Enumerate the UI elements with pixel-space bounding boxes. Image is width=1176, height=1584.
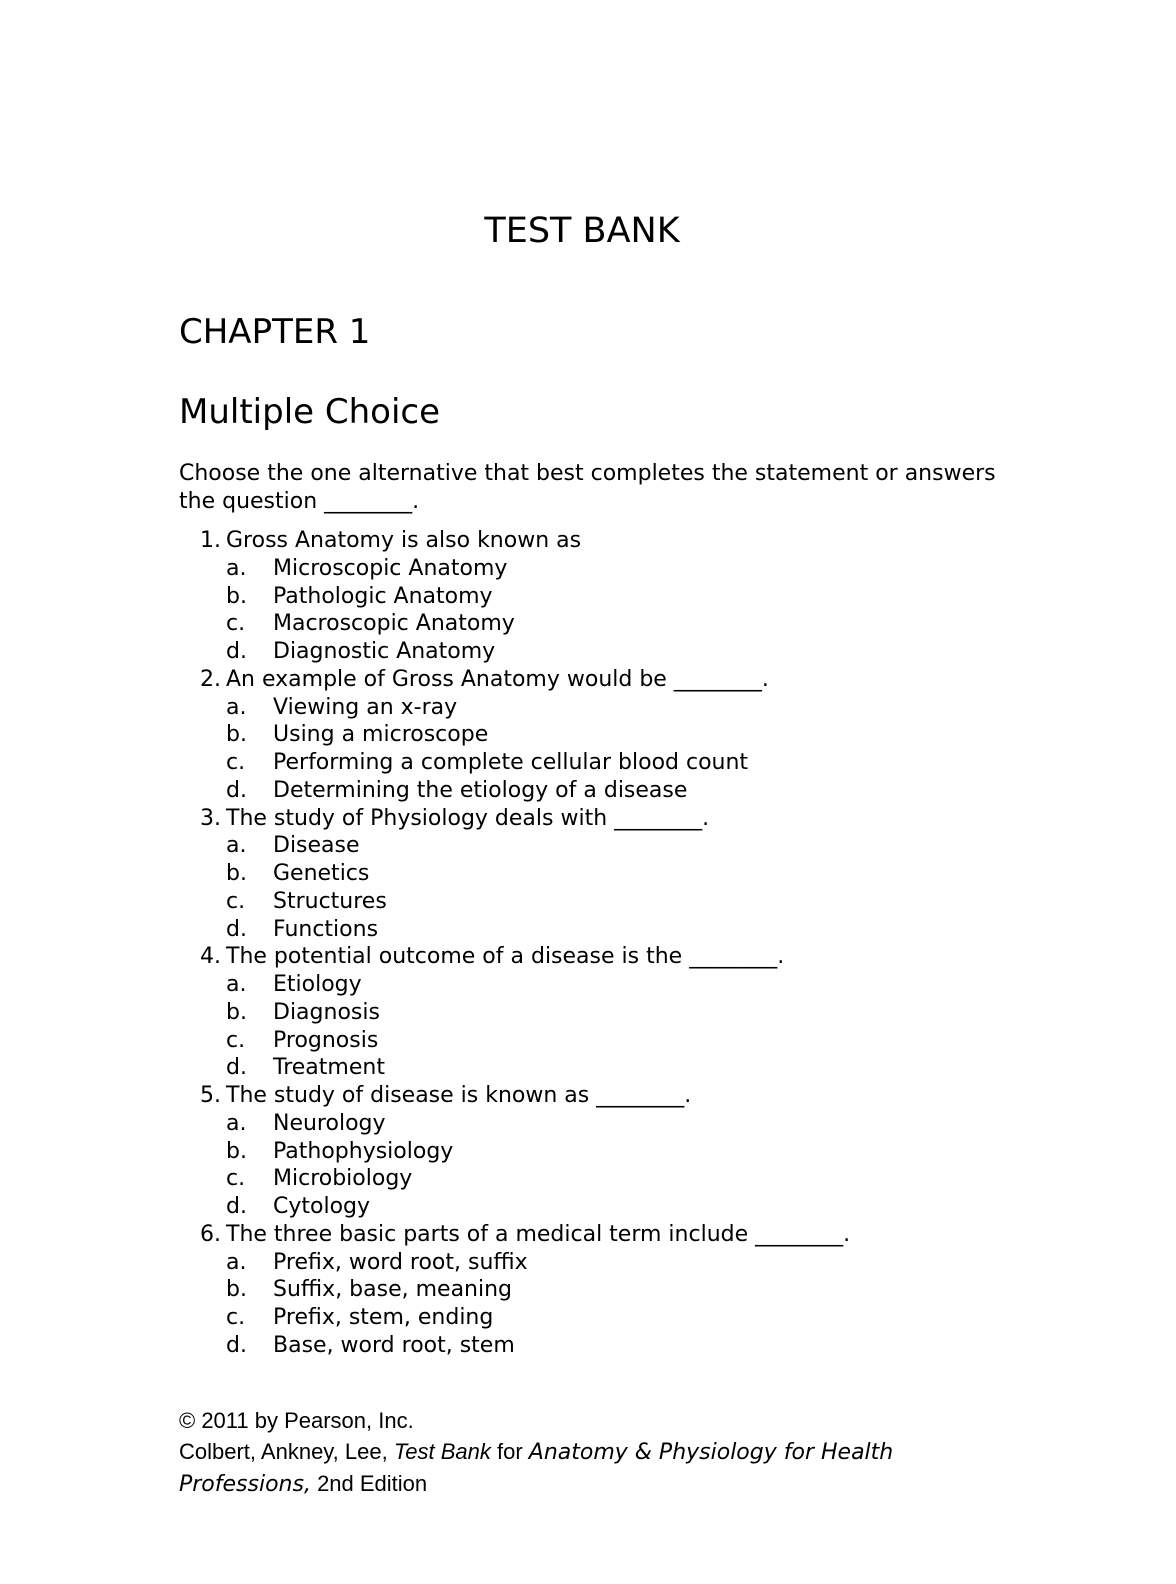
option-text: Neurology [273, 1110, 386, 1136]
answer-option [179, 749, 999, 777]
answer-option [179, 999, 999, 1027]
option-text: Determining the etiology of a disease [273, 777, 688, 803]
option-letter: b. [226, 1277, 247, 1303]
option-list [179, 971, 999, 1082]
citation-book-title-cont: Professions, [179, 1472, 311, 1497]
question-text: Gross Anatomy is also known as [226, 528, 582, 553]
option-letter: d. [226, 1055, 247, 1081]
option-text: Diagnosis [273, 999, 380, 1025]
option-letter: a. [226, 833, 247, 859]
question-line [179, 527, 999, 555]
answer-option [179, 1138, 999, 1166]
question-line [179, 805, 999, 833]
page-title: TEST BANK [484, 211, 680, 251]
question-item [179, 527, 999, 666]
option-text: Prognosis [273, 1027, 379, 1053]
question-text: An example of Gross Anatomy would be ________. [226, 666, 769, 692]
option-letter: c. [226, 1305, 246, 1330]
option-text: Prefix, word root, suffix [273, 1249, 528, 1275]
option-text: Microbiology [273, 1166, 413, 1192]
option-letter: d. [226, 777, 247, 803]
option-letter: c. [226, 888, 246, 914]
answer-option [179, 1054, 999, 1082]
footer [179, 1405, 1039, 1500]
question-number: 4. [200, 944, 221, 970]
option-letter: b. [226, 861, 247, 886]
answer-option [179, 1332, 999, 1360]
option-letter: a. [226, 555, 247, 581]
answer-option [179, 1027, 999, 1055]
question-number: 6. [200, 1221, 221, 1247]
option-letter: d. [226, 639, 247, 664]
citation-edition: 2nd Edition [310, 1471, 428, 1496]
option-text: Functions [273, 916, 379, 942]
answer-option [179, 721, 999, 749]
answer-option [179, 583, 999, 611]
citation-authors: Colbert, Ankney, Lee, [179, 1439, 394, 1464]
question-item [179, 1221, 999, 1360]
answer-option [179, 1110, 999, 1138]
option-text: Etiology [273, 972, 362, 997]
answer-option [179, 555, 999, 583]
question-line [179, 943, 999, 971]
question-number: 1. [200, 528, 221, 553]
citation-test-bank: Test Bank [393, 1439, 491, 1464]
option-letter: d. [226, 1194, 247, 1219]
question-number: 5. [200, 1083, 221, 1108]
option-text: Using a microscope [273, 722, 489, 748]
question-text: The study of Physiology deals with ________. [226, 805, 710, 831]
option-letter: a. [226, 1110, 247, 1136]
option-text: Pathologic Anatomy [273, 583, 493, 609]
option-text: Macroscopic Anatomy [273, 611, 515, 637]
option-letter: c. [226, 750, 246, 775]
question-text: The potential outcome of a disease is the ________. [226, 944, 785, 970]
instructions: Choose the one alternative that best completes the statement or answers the question ________. [179, 461, 996, 514]
option-text: Pathophysiology [273, 1138, 454, 1164]
option-letter: d. [226, 1332, 247, 1358]
option-text: Prefix, stem, ending [273, 1305, 494, 1330]
option-letter: b. [226, 1138, 247, 1164]
option-list [179, 1110, 999, 1221]
option-list [179, 694, 999, 805]
option-list [179, 1249, 999, 1360]
answer-option [179, 888, 999, 916]
question-text: The study of disease is known as ________. [226, 1083, 692, 1108]
question-item [179, 943, 999, 1082]
option-text: Structures [273, 888, 387, 914]
option-text: Viewing an x-ray [273, 694, 458, 720]
answer-option [179, 1276, 999, 1304]
option-letter: b. [226, 722, 247, 748]
option-text: Suffix, base, meaning [273, 1277, 513, 1303]
option-text: Cytology [273, 1194, 371, 1219]
option-list [179, 555, 999, 666]
question-line [179, 1221, 999, 1249]
citation-line-2 [179, 1468, 1039, 1500]
question-text: The three basic parts of a medical term include ________. [226, 1221, 851, 1247]
section-heading: Multiple Choice [179, 392, 441, 432]
question-item [179, 666, 999, 805]
chapter-heading: CHAPTER 1 [179, 312, 371, 352]
answer-option [179, 1249, 999, 1277]
question-list [179, 527, 999, 1360]
answer-option [179, 777, 999, 805]
option-letter: c. [226, 611, 246, 637]
option-text: Microscopic Anatomy [273, 555, 508, 581]
answer-option [179, 1165, 999, 1193]
option-text: Diagnostic Anatomy [273, 639, 496, 664]
question-line [179, 1082, 999, 1110]
option-text: Base, word root, stem [273, 1332, 515, 1358]
question-line [179, 666, 999, 694]
option-text: Disease [273, 833, 360, 859]
option-letter: d. [226, 916, 247, 942]
option-letter: b. [226, 583, 247, 609]
answer-option [179, 638, 999, 666]
question-item [179, 805, 999, 944]
answer-option [179, 610, 999, 638]
question-item [179, 1082, 999, 1221]
copyright-line: © 2011 by Pearson, Inc. [179, 1408, 414, 1433]
option-text: Genetics [273, 861, 370, 886]
answer-option [179, 1304, 999, 1332]
answer-option [179, 1193, 999, 1221]
citation-book-title: Anatomy & Physiology for Health [528, 1440, 894, 1465]
question-number: 3. [200, 805, 221, 831]
answer-option [179, 860, 999, 888]
question-number: 2. [200, 666, 221, 692]
option-letter: b. [226, 999, 247, 1025]
answer-option [179, 916, 999, 944]
answer-option [179, 971, 999, 999]
citation-line [179, 1436, 1039, 1468]
option-letter: a. [226, 972, 247, 997]
option-letter: a. [226, 694, 247, 720]
answer-option [179, 694, 999, 722]
option-letter: c. [226, 1166, 246, 1192]
option-text: Performing a complete cellular blood count [273, 750, 749, 775]
option-letter: c. [226, 1027, 246, 1053]
answer-option [179, 832, 999, 860]
option-text: Treatment [273, 1055, 385, 1081]
option-letter: a. [226, 1249, 247, 1275]
option-list [179, 832, 999, 943]
citation-for: for [490, 1439, 529, 1464]
